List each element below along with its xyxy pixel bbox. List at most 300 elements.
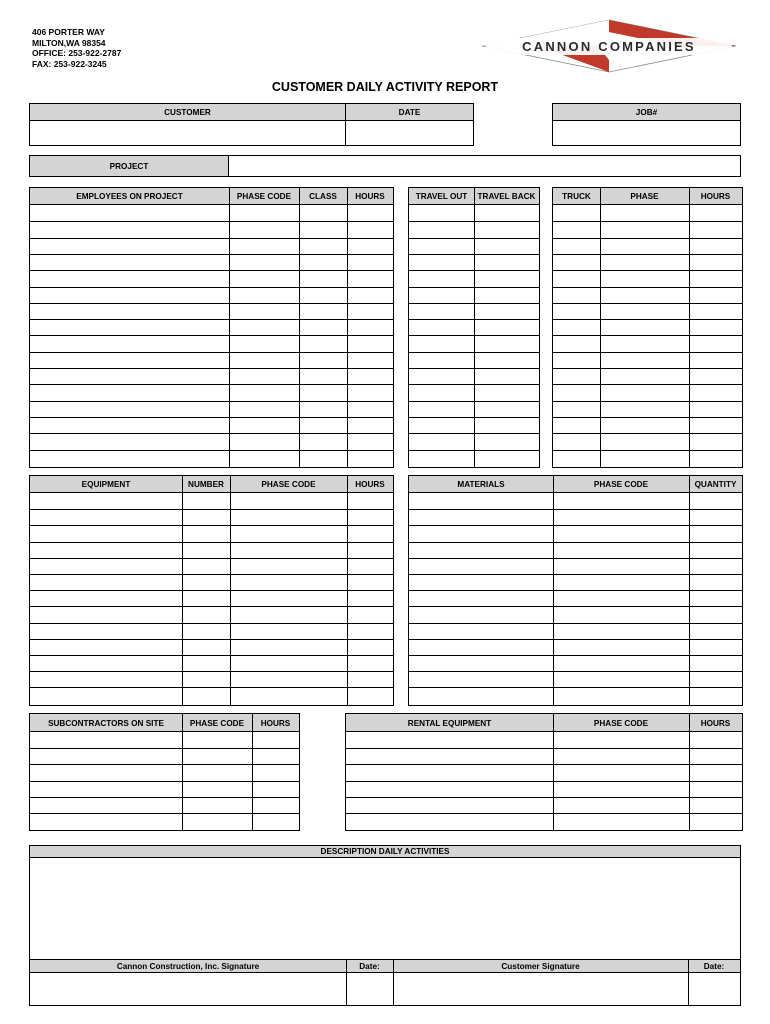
employees-table-cell[interactable] xyxy=(30,254,229,270)
rental-table-col-rental-equipment: RENTAL EQUIPMENT xyxy=(407,718,492,728)
travel-table-col-travel-out: TRAVEL OUT xyxy=(415,192,468,201)
rental-table-cell[interactable] xyxy=(346,764,553,780)
materials-table-cell[interactable] xyxy=(553,687,689,703)
travel-table-cell[interactable] xyxy=(409,401,474,417)
equipment-table-cell[interactable] xyxy=(182,558,230,574)
truck-table-cell[interactable] xyxy=(553,270,600,286)
rental-table-cell[interactable] xyxy=(553,813,689,829)
equipment-table-col-hours: HOURS xyxy=(355,480,385,489)
equipment-table-cell[interactable] xyxy=(230,623,347,639)
employees-table-cell[interactable] xyxy=(347,254,393,270)
employees-table-cell[interactable] xyxy=(30,401,229,417)
employees-table-cell[interactable] xyxy=(229,254,299,270)
equipment-table-cell[interactable] xyxy=(347,606,393,622)
subcontractors-table-cell[interactable] xyxy=(30,797,182,813)
travel-table-cell[interactable] xyxy=(409,270,474,286)
employees-table-cell[interactable] xyxy=(347,287,393,303)
equipment-table-cell[interactable] xyxy=(230,558,347,574)
rental-table-cell[interactable] xyxy=(689,764,742,780)
materials-table-cell[interactable] xyxy=(689,655,742,671)
employees-table-cell[interactable] xyxy=(299,319,347,335)
truck-table-cell[interactable] xyxy=(600,238,689,254)
date-field[interactable] xyxy=(346,121,473,145)
truck-table-cell[interactable] xyxy=(689,270,742,286)
rental-table-cell[interactable] xyxy=(689,813,742,829)
equipment-table-cell[interactable] xyxy=(182,525,230,541)
materials-table-cell[interactable] xyxy=(689,542,742,558)
employees-table-cell[interactable] xyxy=(299,287,347,303)
equipment-table-cell[interactable] xyxy=(230,606,347,622)
employees-table-cell[interactable] xyxy=(229,270,299,286)
rental-table-cell[interactable] xyxy=(553,764,689,780)
employees-table-cell[interactable] xyxy=(347,303,393,319)
employees-table-cell[interactable] xyxy=(229,401,299,417)
materials-table-cell[interactable] xyxy=(689,590,742,606)
equipment-table-cell[interactable] xyxy=(347,574,393,590)
equipment-table-cell[interactable] xyxy=(30,525,182,541)
employees-table-cell[interactable] xyxy=(347,221,393,237)
date-field-2[interactable] xyxy=(689,973,740,1005)
truck-table-cell[interactable] xyxy=(600,319,689,335)
equipment-table-cell[interactable] xyxy=(230,509,347,525)
employees-table-cell[interactable] xyxy=(347,417,393,433)
employees-table-cell[interactable] xyxy=(347,384,393,400)
equipment-table-cell[interactable] xyxy=(230,655,347,671)
rental-table-cell[interactable] xyxy=(689,748,742,764)
equipment-table-cell[interactable] xyxy=(347,525,393,541)
employees-table-cell[interactable] xyxy=(229,417,299,433)
materials-table-cell[interactable] xyxy=(689,606,742,622)
job-label: JOB# xyxy=(553,104,740,121)
truck-table-cell[interactable] xyxy=(553,221,600,237)
materials-table-cell[interactable] xyxy=(689,509,742,525)
employees-table-cell[interactable] xyxy=(229,433,299,449)
equipment-table-cell[interactable] xyxy=(30,509,182,525)
equipment-table-cell[interactable] xyxy=(182,623,230,639)
equipment-table-cell[interactable] xyxy=(30,493,182,509)
equipment-table-col-phase-code: PHASE CODE xyxy=(261,480,316,489)
equipment-table-cell[interactable] xyxy=(347,623,393,639)
truck-table-cell[interactable] xyxy=(553,254,600,270)
materials-table-cell[interactable] xyxy=(409,558,553,574)
truck-table-cell[interactable] xyxy=(553,319,600,335)
materials-table-cell[interactable] xyxy=(409,542,553,558)
employees-table-cell[interactable] xyxy=(30,335,229,351)
employees-table-cell[interactable] xyxy=(299,352,347,368)
customer-field[interactable] xyxy=(30,121,345,145)
employees-table-cell[interactable] xyxy=(347,450,393,466)
truck-table-cell[interactable] xyxy=(689,238,742,254)
materials-table-cell[interactable] xyxy=(553,671,689,687)
employees-table-cell[interactable] xyxy=(30,319,229,335)
employees-table-cell[interactable] xyxy=(30,384,229,400)
employees-table-cell[interactable] xyxy=(299,238,347,254)
employees-table-cell[interactable] xyxy=(30,433,229,449)
travel-table-cell[interactable] xyxy=(409,221,474,237)
truck-table-cell[interactable] xyxy=(689,221,742,237)
truck-table-cell[interactable] xyxy=(689,384,742,400)
truck-table-cell[interactable] xyxy=(553,303,600,319)
signature-box xyxy=(29,959,741,1006)
subcontractors-table-cell[interactable] xyxy=(182,764,252,780)
equipment-table-cell[interactable] xyxy=(182,493,230,509)
equipment-table-cell[interactable] xyxy=(347,655,393,671)
equipment-table-cell[interactable] xyxy=(182,639,230,655)
truck-table-cell[interactable] xyxy=(600,384,689,400)
equipment-table-cell[interactable] xyxy=(182,606,230,622)
employees-table-col-employees-on-project: EMPLOYEES ON PROJECT xyxy=(76,192,183,201)
truck-table-cell[interactable] xyxy=(600,368,689,384)
employees-table-cell[interactable] xyxy=(30,417,229,433)
travel-table-cell[interactable] xyxy=(409,303,474,319)
rental-table-cell[interactable] xyxy=(346,781,553,797)
equipment-table-cell[interactable] xyxy=(230,639,347,655)
truck-table-cell[interactable] xyxy=(689,417,742,433)
materials-table-cell[interactable] xyxy=(553,509,689,525)
subcontractors-table-cell[interactable] xyxy=(30,764,182,780)
truck-table-cell[interactable] xyxy=(600,417,689,433)
equipment-table-cell[interactable] xyxy=(182,542,230,558)
employees-table-cell[interactable] xyxy=(347,401,393,417)
equipment-table-cell[interactable] xyxy=(230,493,347,509)
employees-table-cell[interactable] xyxy=(229,238,299,254)
employees-table-cell[interactable] xyxy=(30,368,229,384)
truck-table-cell[interactable] xyxy=(689,433,742,449)
rental-table-cell[interactable] xyxy=(553,797,689,813)
materials-table-cell[interactable] xyxy=(553,574,689,590)
materials-table-cell[interactable] xyxy=(553,623,689,639)
employees-table-cell[interactable] xyxy=(229,205,299,221)
employees-table-cell[interactable] xyxy=(299,368,347,384)
rental-table-cell[interactable] xyxy=(346,732,553,748)
subcontractors-table-cell[interactable] xyxy=(182,781,252,797)
materials-table-cell[interactable] xyxy=(689,558,742,574)
employees-table-cell[interactable] xyxy=(347,352,393,368)
employees-table-cell[interactable] xyxy=(299,384,347,400)
truck-table-cell[interactable] xyxy=(689,401,742,417)
materials-table-cell[interactable] xyxy=(409,525,553,541)
equipment-table-cell[interactable] xyxy=(30,639,182,655)
employees-table-cell[interactable] xyxy=(30,238,229,254)
employees-table-col-class: CLASS xyxy=(309,192,337,201)
company-address xyxy=(32,27,121,69)
cannon-signature-field[interactable] xyxy=(30,973,346,1005)
employees-table-cell[interactable] xyxy=(30,205,229,221)
subcontractors-table-cell[interactable] xyxy=(30,748,182,764)
equipment-table-cell[interactable] xyxy=(230,542,347,558)
truck-table-col-phase: PHASE xyxy=(630,192,659,201)
employees-table-col-phase-code: PHASE CODE xyxy=(236,192,292,201)
truck-table-cell[interactable] xyxy=(600,287,689,303)
equipment-table xyxy=(29,475,394,706)
truck-table-cell[interactable] xyxy=(553,368,600,384)
truck-table-cell[interactable] xyxy=(553,384,600,400)
truck-table-cell[interactable] xyxy=(600,335,689,351)
travel-table-cell[interactable] xyxy=(474,319,539,335)
materials-table-cell[interactable] xyxy=(689,671,742,687)
materials-table-cell[interactable] xyxy=(409,623,553,639)
employees-table-cell[interactable] xyxy=(229,287,299,303)
truck-table-cell[interactable] xyxy=(689,319,742,335)
employees-table-cell[interactable] xyxy=(299,205,347,221)
truck-table-cell[interactable] xyxy=(553,433,600,449)
employees-table-cell[interactable] xyxy=(299,221,347,237)
travel-table-cell[interactable] xyxy=(409,287,474,303)
truck-table-cell[interactable] xyxy=(600,270,689,286)
truck-table-cell[interactable] xyxy=(553,401,600,417)
truck-table-cell[interactable] xyxy=(689,205,742,221)
travel-table-cell[interactable] xyxy=(474,450,539,466)
description-field[interactable] xyxy=(30,858,740,958)
employees-table-cell[interactable] xyxy=(299,303,347,319)
materials-table-cell[interactable] xyxy=(689,574,742,590)
truck-table-cell[interactable] xyxy=(553,238,600,254)
materials-table-cell[interactable] xyxy=(409,687,553,703)
materials-table-cell[interactable] xyxy=(409,509,553,525)
employees-table-cell[interactable] xyxy=(299,335,347,351)
equipment-table-cell[interactable] xyxy=(347,558,393,574)
materials-table-cell[interactable] xyxy=(553,493,689,509)
employees-table-cell[interactable] xyxy=(347,368,393,384)
equipment-table-cell[interactable] xyxy=(347,542,393,558)
subcontractors-table-cell[interactable] xyxy=(252,748,299,764)
equipment-table-cell[interactable] xyxy=(347,590,393,606)
equipment-table-cell[interactable] xyxy=(30,542,182,558)
equipment-table-cell[interactable] xyxy=(182,687,230,703)
subcontractors-table-col-phase-code: PHASE CODE xyxy=(189,718,245,728)
travel-table-cell[interactable] xyxy=(474,254,539,270)
travel-table-cell[interactable] xyxy=(474,270,539,286)
employees-table-cell[interactable] xyxy=(347,205,393,221)
materials-table-cell[interactable] xyxy=(689,639,742,655)
subcontractors-table-cell[interactable] xyxy=(30,732,182,748)
subcontractors-table-cell[interactable] xyxy=(182,732,252,748)
materials-table-cell[interactable] xyxy=(409,590,553,606)
materials-table-cell[interactable] xyxy=(409,606,553,622)
equipment-table-cell[interactable] xyxy=(30,671,182,687)
travel-table-cell[interactable] xyxy=(409,417,474,433)
employees-table-cell[interactable] xyxy=(229,450,299,466)
equipment-table-cell[interactable] xyxy=(30,623,182,639)
equipment-table-cell[interactable] xyxy=(230,687,347,703)
truck-table-cell[interactable] xyxy=(600,205,689,221)
equipment-table-cell[interactable] xyxy=(182,671,230,687)
equipment-table-cell[interactable] xyxy=(182,655,230,671)
subcontractors-table-cell[interactable] xyxy=(182,797,252,813)
employees-table-cell[interactable] xyxy=(299,417,347,433)
truck-table-cell[interactable] xyxy=(600,254,689,270)
employees-table-cell[interactable] xyxy=(229,384,299,400)
equipment-table-cell[interactable] xyxy=(347,687,393,703)
travel-table-cell[interactable] xyxy=(409,352,474,368)
materials-table-cell[interactable] xyxy=(409,671,553,687)
materials-table-cell[interactable] xyxy=(689,623,742,639)
travel-table-cell[interactable] xyxy=(474,401,539,417)
date-field-1[interactable] xyxy=(347,973,393,1005)
materials-table-cell[interactable] xyxy=(553,558,689,574)
truck-table-cell[interactable] xyxy=(553,450,600,466)
equipment-table-cell[interactable] xyxy=(182,574,230,590)
project-field[interactable] xyxy=(230,156,740,176)
rental-table-cell[interactable] xyxy=(553,732,689,748)
travel-table-cell[interactable] xyxy=(474,287,539,303)
truck-table-cell[interactable] xyxy=(600,433,689,449)
equipment-table-cell[interactable] xyxy=(347,493,393,509)
travel-table-cell[interactable] xyxy=(474,368,539,384)
employees-table-cell[interactable] xyxy=(229,303,299,319)
employees-table-cell[interactable] xyxy=(347,319,393,335)
employees-table-cell[interactable] xyxy=(347,270,393,286)
travel-table-cell[interactable] xyxy=(409,384,474,400)
materials-table-cell[interactable] xyxy=(689,493,742,509)
travel-table-cell[interactable] xyxy=(409,433,474,449)
subcontractors-table-cell[interactable] xyxy=(182,748,252,764)
materials-table-cell[interactable] xyxy=(553,655,689,671)
materials-table-cell[interactable] xyxy=(409,574,553,590)
travel-table-col-travel-back: TRAVEL BACK xyxy=(477,192,536,201)
travel-table-cell[interactable] xyxy=(474,417,539,433)
truck-table-cell[interactable] xyxy=(553,417,600,433)
equipment-table-cell[interactable] xyxy=(182,590,230,606)
rental-table-cell[interactable] xyxy=(346,748,553,764)
employees-table-cell[interactable] xyxy=(229,352,299,368)
travel-table-cell[interactable] xyxy=(474,238,539,254)
equipment-table-cell[interactable] xyxy=(347,509,393,525)
employees-table-cell[interactable] xyxy=(299,401,347,417)
subcontractors-table-cell[interactable] xyxy=(182,813,252,829)
truck-table-cell[interactable] xyxy=(689,450,742,466)
subcontractors-table-cell[interactable] xyxy=(252,813,299,829)
subcontractors-table-cell[interactable] xyxy=(252,764,299,780)
customer-signature-field[interactable] xyxy=(394,973,688,1005)
truck-table-cell[interactable] xyxy=(689,368,742,384)
job-field[interactable] xyxy=(553,121,740,145)
subcontractors-table-cell[interactable] xyxy=(252,781,299,797)
employees-table-cell[interactable] xyxy=(30,287,229,303)
employees-table-cell[interactable] xyxy=(229,319,299,335)
materials-table-cell[interactable] xyxy=(409,493,553,509)
travel-table-cell[interactable] xyxy=(474,303,539,319)
rental-table-cell[interactable] xyxy=(553,781,689,797)
truck-table-cell[interactable] xyxy=(600,303,689,319)
equipment-table-cell[interactable] xyxy=(30,655,182,671)
employees-table-cell[interactable] xyxy=(299,433,347,449)
employees-table-cell[interactable] xyxy=(30,221,229,237)
office-phone: OFFICE: 253-922-2787 xyxy=(32,48,122,58)
equipment-table-cell[interactable] xyxy=(30,606,182,622)
equipment-table-cell[interactable] xyxy=(230,525,347,541)
equipment-table-cell[interactable] xyxy=(30,590,182,606)
employees-table-cell[interactable] xyxy=(347,238,393,254)
rental-table-cell[interactable] xyxy=(689,797,742,813)
materials-table-cell[interactable] xyxy=(689,525,742,541)
materials-table-cell[interactable] xyxy=(553,590,689,606)
materials-table-cell[interactable] xyxy=(689,687,742,703)
travel-table-cell[interactable] xyxy=(474,335,539,351)
truck-table-cell[interactable] xyxy=(553,352,600,368)
truck-table-cell[interactable] xyxy=(600,221,689,237)
materials-table-cell[interactable] xyxy=(409,655,553,671)
materials-table-cell[interactable] xyxy=(553,542,689,558)
employees-table-cell[interactable] xyxy=(30,270,229,286)
subcontractors-table-cell[interactable] xyxy=(30,813,182,829)
travel-table-cell[interactable] xyxy=(474,433,539,449)
equipment-table-cell[interactable] xyxy=(30,687,182,703)
employees-table-cell[interactable] xyxy=(30,450,229,466)
employees-table-cell[interactable] xyxy=(30,352,229,368)
travel-table-cell[interactable] xyxy=(474,205,539,221)
equipment-table-cell[interactable] xyxy=(347,639,393,655)
subcontractors-table-cell[interactable] xyxy=(252,797,299,813)
travel-table-cell[interactable] xyxy=(474,352,539,368)
rental-table-cell[interactable] xyxy=(689,781,742,797)
equipment-table-cell[interactable] xyxy=(347,671,393,687)
truck-table-cell[interactable] xyxy=(689,287,742,303)
truck-table-col-hours: HOURS xyxy=(700,192,731,201)
truck-table-cell[interactable] xyxy=(689,254,742,270)
truck-table-cell[interactable] xyxy=(553,335,600,351)
equipment-table-cell[interactable] xyxy=(30,574,182,590)
employees-table-cell[interactable] xyxy=(347,335,393,351)
travel-table-cell[interactable] xyxy=(409,238,474,254)
subcontractors-table-cell[interactable] xyxy=(252,732,299,748)
travel-table-cell[interactable] xyxy=(409,205,474,221)
travel-table-cell[interactable] xyxy=(409,335,474,351)
employees-table-cell[interactable] xyxy=(229,335,299,351)
truck-table-cell[interactable] xyxy=(689,352,742,368)
travel-table-cell[interactable] xyxy=(409,319,474,335)
rental-table-cell[interactable] xyxy=(346,813,553,829)
truck-table-cell[interactable] xyxy=(553,287,600,303)
employees-table-cell[interactable] xyxy=(299,450,347,466)
address-line1: 406 PORTER WAY xyxy=(32,27,105,37)
truck-table-cell[interactable] xyxy=(689,303,742,319)
employees-table-cell[interactable] xyxy=(299,270,347,286)
materials-table-cell[interactable] xyxy=(409,639,553,655)
truck-table-cell[interactable] xyxy=(600,450,689,466)
employees-table-cell[interactable] xyxy=(299,254,347,270)
rental-table-cell[interactable] xyxy=(346,797,553,813)
rental-table-col-phase-code: PHASE CODE xyxy=(593,718,649,728)
employees-table-cell[interactable] xyxy=(229,368,299,384)
travel-table-cell[interactable] xyxy=(474,221,539,237)
materials-table-cell[interactable] xyxy=(553,639,689,655)
subcontractors-table-col-subcontractors-on-site: SUBCONTRACTORS ON SITE xyxy=(48,718,164,728)
equipment-table-cell[interactable] xyxy=(230,671,347,687)
travel-table-cell[interactable] xyxy=(409,254,474,270)
rental-table xyxy=(345,713,743,831)
subcontractors-table-cell[interactable] xyxy=(30,781,182,797)
employees-table-cell[interactable] xyxy=(30,303,229,319)
rental-table-cell[interactable] xyxy=(689,732,742,748)
truck-table-cell[interactable] xyxy=(553,205,600,221)
equipment-table-cell[interactable] xyxy=(30,558,182,574)
truck-table-cell[interactable] xyxy=(689,335,742,351)
travel-table-cell[interactable] xyxy=(409,450,474,466)
materials-table-cell[interactable] xyxy=(553,525,689,541)
truck-table-cell[interactable] xyxy=(600,352,689,368)
equipment-table-cell[interactable] xyxy=(230,590,347,606)
rental-table-cell[interactable] xyxy=(553,748,689,764)
employees-table-cell[interactable] xyxy=(229,221,299,237)
equipment-table-cell[interactable] xyxy=(230,574,347,590)
travel-table-cell[interactable] xyxy=(474,384,539,400)
truck-table-cell[interactable] xyxy=(600,401,689,417)
materials-table-cell[interactable] xyxy=(553,606,689,622)
travel-table-cell[interactable] xyxy=(409,368,474,384)
equipment-table-cell[interactable] xyxy=(182,509,230,525)
employees-table-cell[interactable] xyxy=(347,433,393,449)
